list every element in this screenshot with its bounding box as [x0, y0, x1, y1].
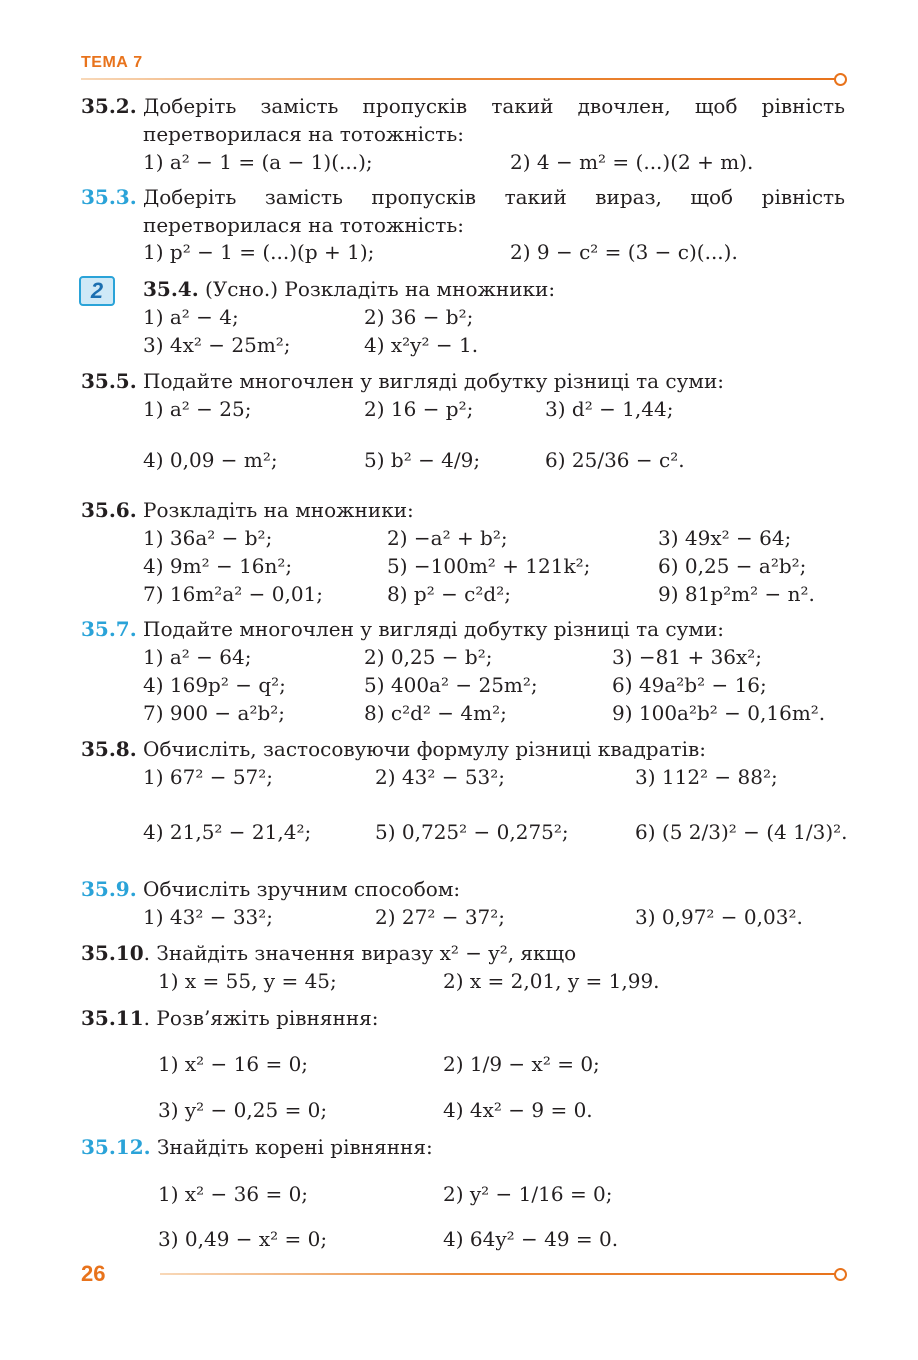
item: 2) 43² − 53²; — [375, 765, 506, 789]
item: 5) 400a² − 25m²; — [364, 673, 538, 697]
item: 3) 4x² − 25m²; — [143, 333, 291, 357]
item: 1) a² − 64; — [143, 645, 252, 669]
exercise-heading: 35.7. Подайте многочлен у вигляді добутку різниці та суми: — [81, 617, 725, 641]
item: 1) a² − 1 = (a − 1)(...); — [143, 150, 373, 174]
item: 5) 0,725² − 0,275²; — [375, 820, 569, 844]
item: 9) 100a²b² − 0,16m². — [612, 701, 826, 725]
item: 2) −a² + b²; — [387, 526, 508, 550]
item: 6) 0,25 − a²b²; — [658, 554, 807, 578]
exercise-text: Доберіть замість пропусків такий двочлен, щоб рівність перетворилася на тотожність: — [143, 94, 845, 146]
exercise-number: 35.3. — [81, 185, 137, 209]
item: 2) y² − 1/16 = 0; — [443, 1182, 613, 1206]
header-rule — [81, 78, 836, 80]
item: 1) a² − 4; — [143, 305, 239, 329]
item: 9) 81p²m² − n². — [658, 582, 815, 606]
item: 1) a² − 25; — [143, 397, 252, 421]
item: 2) 9 − c² = (3 − c)(...). — [510, 240, 738, 264]
footer-rule — [160, 1273, 836, 1275]
item: 3) 0,97² − 0,03². — [635, 905, 803, 929]
item: 8) c²d² − 4m²; — [364, 701, 507, 725]
item: 1) p² − 1 = (...)(p + 1); — [143, 240, 375, 264]
exercise-text: Доберіть замість пропусків такий вираз, щоб рівність перетворилася на тотожність: — [143, 185, 845, 237]
item: 2) x = 2,01, y = 1,99. — [443, 969, 660, 993]
item: 4) 4x² − 9 = 0. — [443, 1098, 593, 1122]
item: 4) 64y² − 49 = 0. — [443, 1227, 619, 1251]
item: 1) x² − 16 = 0; — [158, 1052, 309, 1076]
item: 4) x²y² − 1. — [364, 333, 479, 357]
item: 1) 67² − 57²; — [143, 765, 274, 789]
item: 3) 0,49 − x² = 0; — [158, 1227, 328, 1251]
item: 1) x² − 36 = 0; — [158, 1182, 309, 1206]
topic-header: ТЕМА 7 — [81, 54, 143, 71]
exercise-heading: 35.12. Знайдіть корені рівняння: — [81, 1135, 433, 1159]
level-badge: 2 — [79, 276, 115, 306]
header-rule-end-circle — [834, 73, 847, 86]
item: 6) (5 2/3)² − (4 1/3)². — [635, 820, 848, 844]
page-number: 26 — [81, 1261, 106, 1286]
item: 3) y² − 0,25 = 0; — [158, 1098, 328, 1122]
item: 6) 25/36 − c². — [545, 448, 685, 472]
item: 5) b² − 4/9; — [364, 448, 481, 472]
item: 3) d² − 1,44; — [545, 397, 674, 421]
item: 3) −81 + 36x²; — [612, 645, 763, 669]
item: 4) 21,5² − 21,4²; — [143, 820, 312, 844]
item: 1) 43² − 33²; — [143, 905, 274, 929]
item: 4) 9m² − 16n²; — [143, 554, 293, 578]
item: 4) 0,09 − m²; — [143, 448, 278, 472]
exercise-heading: 35.8. Обчисліть, застосовуючи формулу різниці квадратів: — [81, 737, 706, 761]
footer-rule-end-circle — [834, 1268, 847, 1281]
exercise-heading: 35.6. Розкладіть на множники: — [81, 498, 414, 522]
item: 7) 16m²a² − 0,01; — [143, 582, 323, 606]
item: 2) 16 − p²; — [364, 397, 474, 421]
exercise-heading: 35.10. Знайдіть значення виразу x² − y², якщо — [81, 941, 577, 965]
item: 1) x = 55, y = 45; — [158, 969, 337, 993]
item: 2) 0,25 − b²; — [364, 645, 493, 669]
item: 2) 27² − 37²; — [375, 905, 506, 929]
item: 2) 4 − m² = (...)(2 + m). — [510, 150, 754, 174]
item: 1) 36a² − b²; — [143, 526, 273, 550]
item: 6) 49a²b² − 16; — [612, 673, 767, 697]
exercise-heading: 35.4. (Усно.) Розкладіть на множники: — [143, 277, 556, 301]
item: 2) 36 − b²; — [364, 305, 474, 329]
exercise-number: 35.2. — [81, 94, 137, 118]
item: 4) 169p² − q²; — [143, 673, 286, 697]
exercise-heading: 35.11. Розв’яжіть рівняння: — [81, 1006, 379, 1030]
exercise-heading: 35.5. Подайте многочлен у вигляді добутку різниці та суми: — [81, 369, 725, 393]
item: 3) 49x² − 64; — [658, 526, 792, 550]
item: 3) 112² − 88²; — [635, 765, 778, 789]
exercise-heading: 35.9. Обчисліть зручним способом: — [81, 877, 461, 901]
item: 2) 1/9 − x² = 0; — [443, 1052, 600, 1076]
item: 5) −100m² + 121k²; — [387, 554, 591, 578]
item: 8) p² − c²d²; — [387, 582, 511, 606]
item: 7) 900 − a²b²; — [143, 701, 286, 725]
